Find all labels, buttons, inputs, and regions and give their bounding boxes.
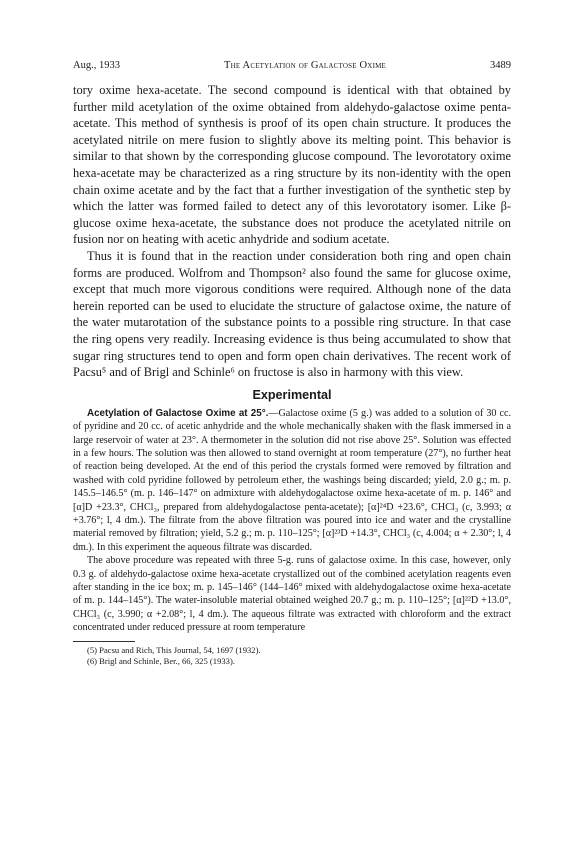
paragraph-1: tory oxime hexa-acetate. The second compound is identical with that obtained by further mild acetylation of the oxime obtained from aldehydo-galactose oxime penta-acetate. This method of synthesis is proof of its open chain structure. It produces the acetylated nitrile on mere fusion to slightly above its melting point. This behavior is similar to that shown by the corresponding glucose compound. The levorotatory oxime hexa-acetate may be characterized as a ring structure by its non-identity with the open chain oxime acetate and by the fact that a further investigation of the synthetic step by which the latter was formed failed to detect any of this levorotatory isomer. Like β-glucose oxime hexa-acetate, the substance does not produce the acetylated nitrile on fusion nor on heating with acetic anhydride and sodium acetate. [73,83,511,247]
journal-page [73,60,511,668]
page-number: 3489 [490,60,511,71]
footnotes [73,645,511,668]
section-heading: Experimental [252,387,332,402]
paragraph-2: Thus it is found that in the reaction under consideration both ring and open chain forms are produced. Wolfrom and Thompson² also found the same for glucose oxime, except that much more vigorous conditions were required. Although none of the data herein reported can be used to elucidate the structure of galactose oxime, the nature of the water mutarotation of the substance points to a possible ring structure. In that case the ring opens very readily. Increasing evidence is thus being accumulated to show that sugar ring structures tend to open and form open chain derivatives. The recent work of Pacsu⁵ and of Brigl and Schinle⁶ on fructose is also in harmony with this view. [73,248,511,380]
experimental-lead: Acetylation of Galactose Oxime at 25°. [87,407,269,419]
footnote-5: (5) Pacsu and Rich, This Journal, 54, 1697 (1932). [87,644,261,655]
main-text [73,82,511,381]
header-date: Aug., 1933 [73,60,120,71]
footnote-rule [73,641,135,642]
running-header [73,60,511,76]
experimental-p1-text: —Galactose oxime (5 g.) was added to a solution of 30 cc. of pyridine and 20 cc. of acetic anhydride and the whole mechanically shaken with the flask immersed in a large reservoir of water at 23°. A thermometer in the solution did not rise above 25°. Solution was effected in a few hours. The solution was then allowed to stand overnight at room temperature (27°), no further heat of reaction being developed. At the end of this period the crystals formed were removed by filtration and washed with cold pyridine followed by petroleum ether, the washings being discarded; yield, 2.0 g.; m. p. 145.5–146.5° (m. p. 146–147° on admixture with aldehydogalactose oxime hexa-acetate of m. p. 146° and [α]D +23.3°, CHCl₃, prepared from aldehydogalactose penta-acetate); [α]²⁴D +23.6°, CHCl₃ (c, 3.993; α +3.76°; l, 4 dm.). The filtrate from the above filtration was poured into ice and water and the crystalline material removed by filtration; yield, 5.2 g.; m. p. 110–125°; [α]²³D +14.3°, CHCl₃ (c, 4.004; α + 2.30°; l, 4 dm.). In this experiment the aqueous filtrate was discarded. [73,407,512,553]
footnote-6: (6) Brigl and Schinle, Ber., 66, 325 (1933). [87,656,235,667]
experimental-paragraph-2: The above procedure was repeated with three 5-g. runs of galactose oxime. In this case, however, only 0.3 g. of aldehydo-galactose oxime hexa-acetate crystallized out of the combined acetylation reagents even after standing in the ice box; m. p. 145–146° (144–146° mixed with aldehydogalactose oxime hexa-acetate of m. p. 144–145°). The water-insoluble material obtained weighed 20.7 g.; m. p. 110–125°; [α]²²D +13.0°, CHCl₃ (c, 3.990; α +2.08°; l, 4 dm.). The aqueous filtrate was extracted with chloroform and the extract concentrated under reduced pressure at room temperature [73,555,511,634]
header-title: The Acetylation of Galactose Oxime [223,60,386,71]
experimental-text [73,407,511,635]
experimental-paragraph-1 [73,407,511,554]
